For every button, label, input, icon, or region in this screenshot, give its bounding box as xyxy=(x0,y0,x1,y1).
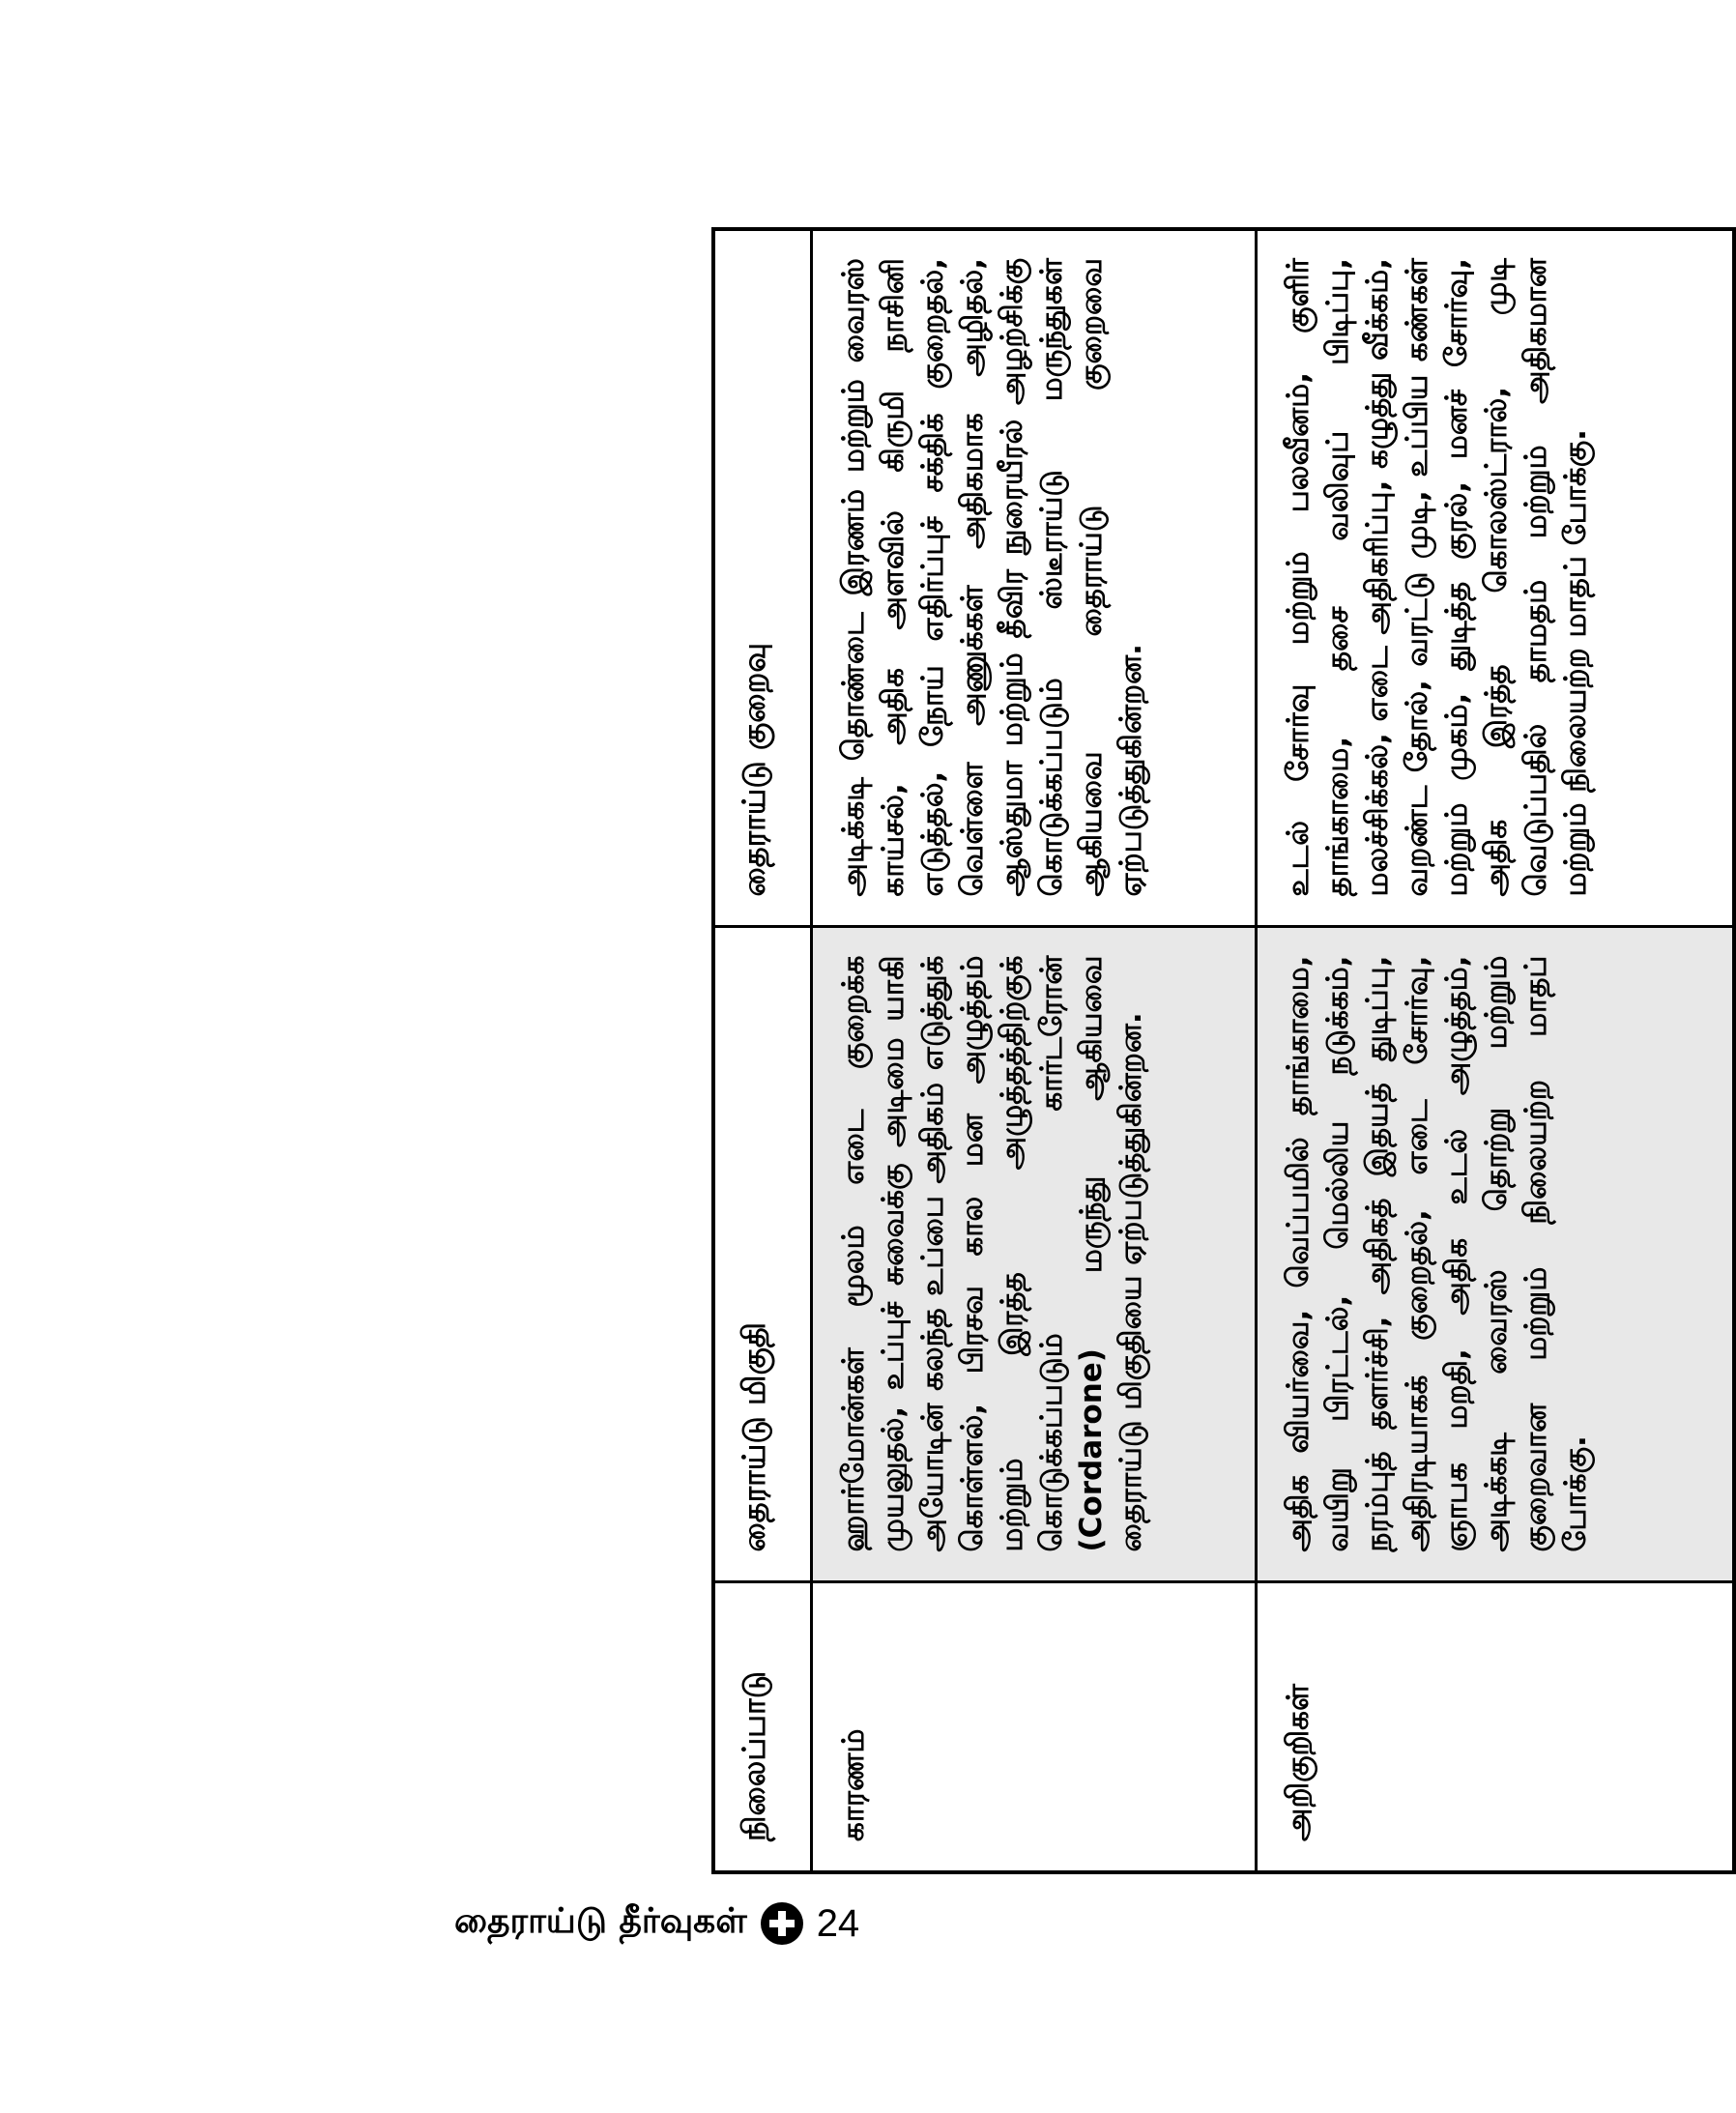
plus-circle-icon xyxy=(761,1902,803,1945)
page-number: 24 xyxy=(816,1901,860,1945)
cause-hyper-cell: ஹார்மோன்கள் மூலம் எடை குறைக்க முயலுதல், உப்புச் சுவைக்கு அடிமை யாகி அயோடின் கலந்த உப்பை அதிகம் எடுத்துக் கொள்ளல், பிரசவ கால மன அழுத்தம் மற்றும் இரத்த அழுத்தத்திற்குக் கொடுக்கப்படும் கார்டரோன் (Cordarone) மருந்து ஆகியவை தைராய்டு மிகுதியை ஏற்படுத்துகின்றன. xyxy=(812,927,1257,1582)
row-label-symptoms: அறிகுறிகள் xyxy=(1257,1582,1735,1872)
table-row xyxy=(812,229,1257,1872)
comparison-table xyxy=(711,227,1736,1874)
rotated-table-container xyxy=(711,231,1736,1874)
row-label-cause: காரணம் xyxy=(812,1582,1257,1872)
page-footer xyxy=(454,1895,1034,1953)
table-header-row xyxy=(713,229,812,1872)
table-row xyxy=(1257,229,1735,1872)
footer-title: தைராய்டு தீர்வுகள் xyxy=(454,1901,747,1941)
header-hyperthyroid: தைராய்டு மிகுதி xyxy=(713,927,812,1582)
cause-hypo-cell: அடிக்கடி தொண்டை இரணம் மற்றும் வைரஸ் காய்சல், அதிக அளவில் கிருமி நாசினி எடுத்தல், நோய் எதிர்ப்புச் சக்திக் குறைதல், வெள்ளை அணுக்கள் அதிகமாக அழிதல், ஆஸ்துமா மற்றும் தீவிர நுரையீரல் அழற்சிக்கு கொடுக்கப்படும் ஸ்டீராய்டு மருந்துகள் ஆகியவை தைராய்டு குறைவை ஏற்படுத்துகின்றன. xyxy=(812,229,1257,927)
symptoms-hyper-cell: அதிக வியர்வை, வெப்பமில் தாங்காமை, வயிறு பிரட்டல், மெல்லிய நடுக்கம், நரம்புத் தளர்ச்சி, அதிகத் இதயத் துடிப்பு, அதிரடியாகக் குறைதல், எடை சோர்வு, ஞாபக மறதி, அதிக உடல் அழுத்தம், அடிக்கடி வைரஸ் தொற்று மற்றும் குறைவான மற்றும் நிலையற்ற மாதப் போக்கு. xyxy=(1257,927,1735,1582)
header-hypothyroid: தைராய்டு குறைவு xyxy=(713,229,812,927)
header-condition: நிலைப்பாடு xyxy=(713,1582,812,1872)
symptoms-hypo-cell: உடல் சோர்வு மற்றும் பலவீனம், குளிர் தாங்காமை, தசை வலிவுப் பிடிப்பு, மலச்சிக்கல், எடை அதிகரிப்பு, கழுத்து வீக்கம், வறண்ட தோல், வரட்டு முடி, உப்பிய கண்கள் மற்றும் முகம், துடித்த குரல், மனச் சோர்வு, அதிக இரத்த கொலஸ்ட்ரால், முடி வெடுப்பதில் தாமதம் மற்றும் அதிகமான மற்றும் நிலையற்ற மாதப் போக்கு. xyxy=(1257,229,1735,927)
